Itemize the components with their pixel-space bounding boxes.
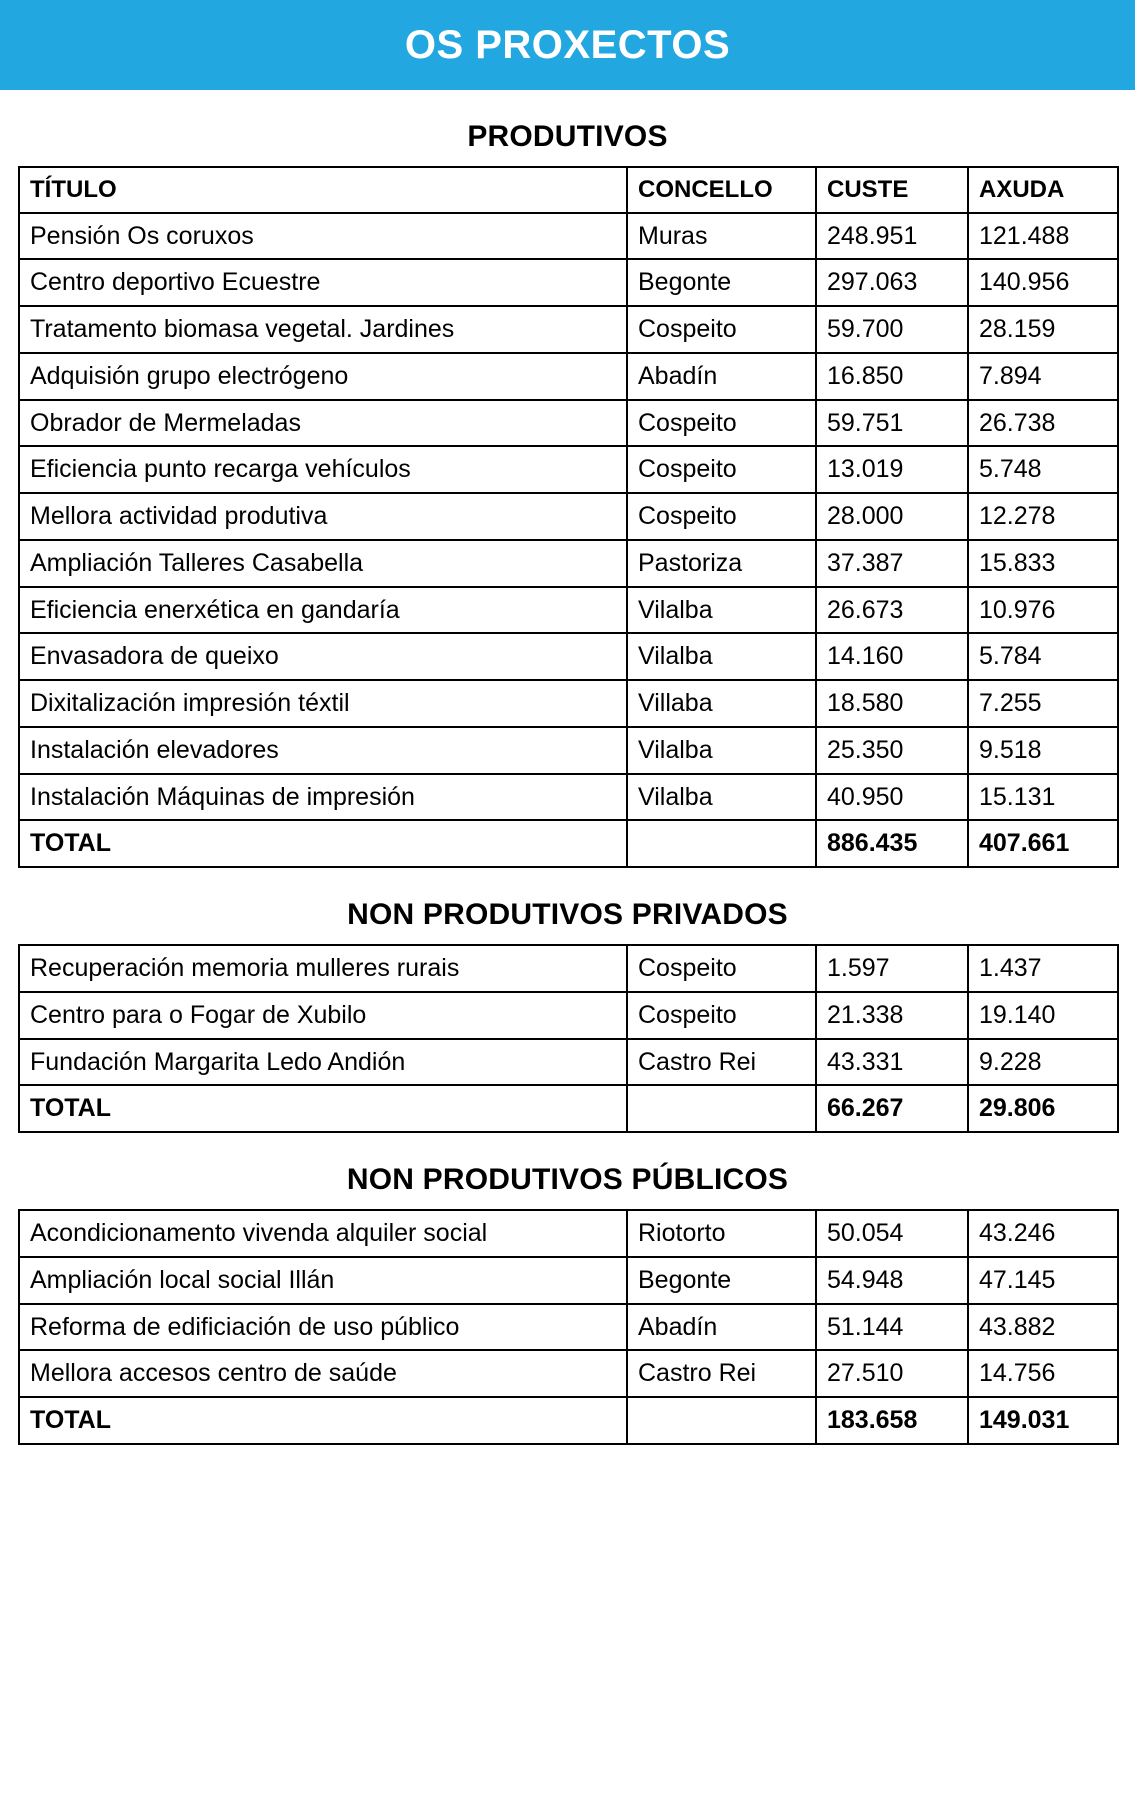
column-header-axuda: AXUDA <box>968 167 1118 213</box>
cell-concello: Cospeito <box>627 945 816 992</box>
table-row <box>19 1350 1118 1397</box>
table-row <box>19 213 1118 260</box>
cell-axuda: 5.748 <box>968 446 1118 493</box>
cell-custe: 43.331 <box>816 1039 968 1086</box>
cell-titulo: Pensión Os coruxos <box>19 213 627 260</box>
cell-axuda: 10.976 <box>968 587 1118 634</box>
table-total-row <box>19 1085 1118 1132</box>
cell-axuda: 140.956 <box>968 259 1118 306</box>
cell-custe: 37.387 <box>816 540 968 587</box>
table-produtivos <box>18 166 1119 868</box>
cell-titulo: Reforma de edificiación de uso público <box>19 1304 627 1351</box>
cell-custe: 14.160 <box>816 633 968 680</box>
table-row <box>19 680 1118 727</box>
cell-axuda: 121.488 <box>968 213 1118 260</box>
cell-concello: Pastoriza <box>627 540 816 587</box>
cell-total-custe: 886.435 <box>816 820 968 867</box>
cell-custe: 51.144 <box>816 1304 968 1351</box>
table-body <box>19 1210 1118 1444</box>
cell-axuda: 1.437 <box>968 945 1118 992</box>
cell-concello: Vilalba <box>627 633 816 680</box>
table-row <box>19 446 1118 493</box>
cell-total-custe: 66.267 <box>816 1085 968 1132</box>
cell-concello: Muras <box>627 213 816 260</box>
cell-axuda: 47.145 <box>968 1257 1118 1304</box>
cell-titulo: Acondicionamento vivenda alquiler social <box>19 1210 627 1257</box>
cell-axuda: 43.882 <box>968 1304 1118 1351</box>
table-body <box>19 213 1118 868</box>
cell-axuda: 19.140 <box>968 992 1118 1039</box>
table-row <box>19 353 1118 400</box>
cell-axuda: 9.228 <box>968 1039 1118 1086</box>
table-row <box>19 992 1118 1039</box>
cell-axuda: 15.833 <box>968 540 1118 587</box>
table-header-row <box>19 167 1118 213</box>
cell-axuda: 28.159 <box>968 306 1118 353</box>
cell-custe: 18.580 <box>816 680 968 727</box>
table-total-row <box>19 820 1118 867</box>
cell-custe: 27.510 <box>816 1350 968 1397</box>
table-row <box>19 259 1118 306</box>
cell-axuda: 15.131 <box>968 774 1118 821</box>
cell-concello: Vilalba <box>627 774 816 821</box>
cell-titulo: Ampliación local social Illán <box>19 1257 627 1304</box>
cell-titulo: Mellora accesos centro de saúde <box>19 1350 627 1397</box>
column-header-titulo: TÍTULO <box>19 167 627 213</box>
cell-custe: 59.700 <box>816 306 968 353</box>
cell-concello: Castro Rei <box>627 1039 816 1086</box>
cell-total-label: TOTAL <box>19 1085 627 1132</box>
table-total-row <box>19 1397 1118 1444</box>
cell-concello: Riotorto <box>627 1210 816 1257</box>
column-header-concello: CONCELLO <box>627 167 816 213</box>
cell-concello: Cospeito <box>627 306 816 353</box>
cell-custe: 59.751 <box>816 400 968 447</box>
cell-concello: Cospeito <box>627 992 816 1039</box>
cell-total-axuda: 149.031 <box>968 1397 1118 1444</box>
cell-concello: Castro Rei <box>627 1350 816 1397</box>
cell-axuda: 12.278 <box>968 493 1118 540</box>
cell-total-concello <box>627 1397 816 1444</box>
cell-axuda: 43.246 <box>968 1210 1118 1257</box>
table-row <box>19 1039 1118 1086</box>
cell-titulo: Tratamento biomasa vegetal. Jardines <box>19 306 627 353</box>
table-non-produtivos-privados <box>18 944 1119 1133</box>
cell-titulo: Centro deportivo Ecuestre <box>19 259 627 306</box>
cell-axuda: 5.784 <box>968 633 1118 680</box>
cell-axuda: 26.738 <box>968 400 1118 447</box>
cell-custe: 28.000 <box>816 493 968 540</box>
cell-axuda: 7.894 <box>968 353 1118 400</box>
cell-concello: Vilalba <box>627 587 816 634</box>
cell-total-concello <box>627 820 816 867</box>
cell-titulo: Centro para o Fogar de Xubilo <box>19 992 627 1039</box>
section-heading-non-produtivos-privados: NON PRODUTIVOS PRIVADOS <box>347 898 788 932</box>
cell-custe: 50.054 <box>816 1210 968 1257</box>
cell-total-label: TOTAL <box>19 820 627 867</box>
table-head <box>19 167 1118 213</box>
cell-total-axuda: 407.661 <box>968 820 1118 867</box>
cell-titulo: Envasadora de queixo <box>19 633 627 680</box>
cell-total-axuda: 29.806 <box>968 1085 1118 1132</box>
page-banner <box>0 0 1135 90</box>
cell-concello: Begonte <box>627 259 816 306</box>
table-row <box>19 306 1118 353</box>
table-row <box>19 493 1118 540</box>
cell-total-label: TOTAL <box>19 1397 627 1444</box>
cell-titulo: Eficiencia punto recarga vehículos <box>19 446 627 493</box>
cell-concello: Abadín <box>627 353 816 400</box>
table-non-produtivos-publicos <box>18 1209 1119 1445</box>
cell-titulo: Mellora actividad produtiva <box>19 493 627 540</box>
section-heading-produtivos: PRODUTIVOS <box>467 120 668 153</box>
table-row <box>19 1304 1118 1351</box>
table-row <box>19 945 1118 992</box>
table-row <box>19 400 1118 447</box>
cell-custe: 13.019 <box>816 446 968 493</box>
cell-concello: Cospeito <box>627 446 816 493</box>
table-row <box>19 727 1118 774</box>
cell-custe: 40.950 <box>816 774 968 821</box>
cell-concello: Begonte <box>627 1257 816 1304</box>
cell-custe: 248.951 <box>816 213 968 260</box>
cell-custe: 297.063 <box>816 259 968 306</box>
table-row <box>19 540 1118 587</box>
cell-titulo: Obrador de Mermeladas <box>19 400 627 447</box>
cell-axuda: 14.756 <box>968 1350 1118 1397</box>
cell-concello: Vilalba <box>627 727 816 774</box>
cell-axuda: 9.518 <box>968 727 1118 774</box>
cell-concello: Abadín <box>627 1304 816 1351</box>
cell-titulo: Instalación elevadores <box>19 727 627 774</box>
table-row <box>19 587 1118 634</box>
cell-titulo: Eficiencia enerxética en gandaría <box>19 587 627 634</box>
page-title: OS PROXECTOS <box>404 22 731 67</box>
cell-concello: Villaba <box>627 680 816 727</box>
cell-custe: 21.338 <box>816 992 968 1039</box>
table-row <box>19 633 1118 680</box>
cell-titulo: Fundación Margarita Ledo Andión <box>19 1039 627 1086</box>
cell-custe: 16.850 <box>816 353 968 400</box>
cell-custe: 26.673 <box>816 587 968 634</box>
cell-titulo: Instalación Máquinas de impresión <box>19 774 627 821</box>
table-row <box>19 1210 1118 1257</box>
cell-concello: Cospeito <box>627 493 816 540</box>
cell-titulo: Ampliación Talleres Casabella <box>19 540 627 587</box>
cell-total-concello <box>627 1085 816 1132</box>
cell-titulo: Recuperación memoria mulleres rurais <box>19 945 627 992</box>
cell-custe: 25.350 <box>816 727 968 774</box>
content-area <box>0 120 1135 1469</box>
cell-titulo: Dixitalización impresión téxtil <box>19 680 627 727</box>
cell-custe: 1.597 <box>816 945 968 992</box>
table-row <box>19 1257 1118 1304</box>
table-body <box>19 945 1118 1132</box>
cell-custe: 54.948 <box>816 1257 968 1304</box>
cell-total-custe: 183.658 <box>816 1397 968 1444</box>
cell-concello: Cospeito <box>627 400 816 447</box>
bottom-spacer <box>18 1445 1117 1469</box>
column-header-custe: CUSTE <box>816 167 968 213</box>
cell-axuda: 7.255 <box>968 680 1118 727</box>
table-row <box>19 774 1118 821</box>
section-heading-non-produtivos-publicos: NON PRODUTIVOS PÚBLICOS <box>346 1163 789 1197</box>
cell-titulo: Adquisión grupo electrógeno <box>19 353 627 400</box>
